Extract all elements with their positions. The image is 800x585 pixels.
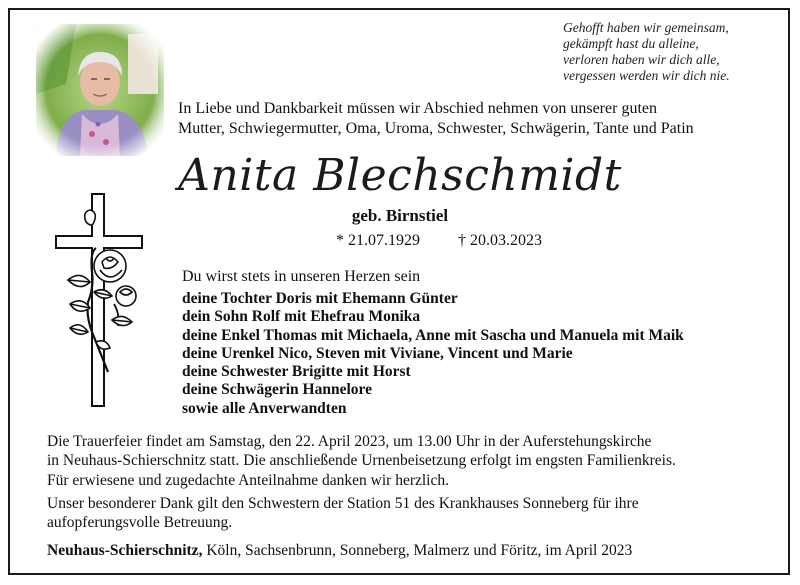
cross-rose-icon [52, 192, 162, 410]
intro-line: In Liebe und Dankbarkeit müssen wir Abschied nehmen von unserer guten [178, 100, 657, 117]
quote-line: vergessen werden wir dich nie. [563, 68, 730, 83]
thanks-line: Für erwiesene und zugedachte Anteilnahme danken wir herzlich. [47, 472, 449, 489]
remembrance-line: Du wirst stets in unseren Herzen sein [182, 268, 421, 285]
family-member: deine Tochter Doris mit Ehemann Günter [182, 290, 458, 307]
footer-place-bold: Neuhaus-Schierschnitz, [47, 542, 203, 559]
life-dates [336, 232, 542, 250]
funeral-line: Die Trauerfeier findet am Samstag, den 22. April 2023, um 13.00 Uhr in der Auferstehungskirche [47, 433, 652, 450]
family-member: deine Schwägerin Hannelore [182, 381, 373, 399]
quote-line: Gehofft haben wir gemeinsam, [563, 20, 729, 35]
portrait-photo [36, 24, 164, 156]
footer-place-rest: Köln, Sachsenbrunn, Sonneberg, Malmerz und Föritz, im April 2023 [202, 542, 633, 559]
birth-name: geb. Birnstiel [351, 206, 449, 225]
death-date: † 20.03.2023 [458, 232, 542, 249]
quote-line: gekämpft hast du alleine, [563, 36, 699, 51]
deceased-name: Anita Blechschmidt [178, 150, 622, 201]
family-member: deine Urenkel Nico, Steven mit Viviane, Vincent und Marie [182, 344, 573, 362]
memorial-quote [563, 20, 730, 84]
special-thanks [47, 494, 639, 532]
footer-places [47, 541, 632, 560]
family-member: sowie alle Anverwandten [182, 399, 347, 417]
special-thanks-line: Unser besonderer Dank gilt den Schwestern der Station 51 des Krankhauses Sonneberg für ihre [47, 495, 639, 512]
funeral-info [47, 432, 676, 470]
funeral-line: in Neuhaus-Schierschnitz statt. Die anschließende Urnenbeisetzung erfolgt im engsten Familienkreis. [47, 452, 676, 469]
birth-date: * 21.07.1929 [336, 232, 420, 249]
family-member: deine Enkel Thomas mit Michaela, Anne mit Sascha und Manuela mit Maik [182, 326, 684, 344]
special-thanks-line: aufopferungsvolle Betreuung. [47, 514, 233, 531]
family-list [182, 290, 684, 418]
intro-line: Mutter, Schwiegermutter, Oma, Uroma, Schwester, Schwägerin, Tante und Patin [178, 120, 694, 137]
quote-line: verloren haben wir dich alle, [563, 52, 720, 67]
family-member: dein Sohn Rolf mit Ehefrau Monika [182, 308, 421, 326]
family-member: deine Schwester Brigitte mit Horst [182, 363, 411, 381]
intro-text [178, 99, 694, 139]
